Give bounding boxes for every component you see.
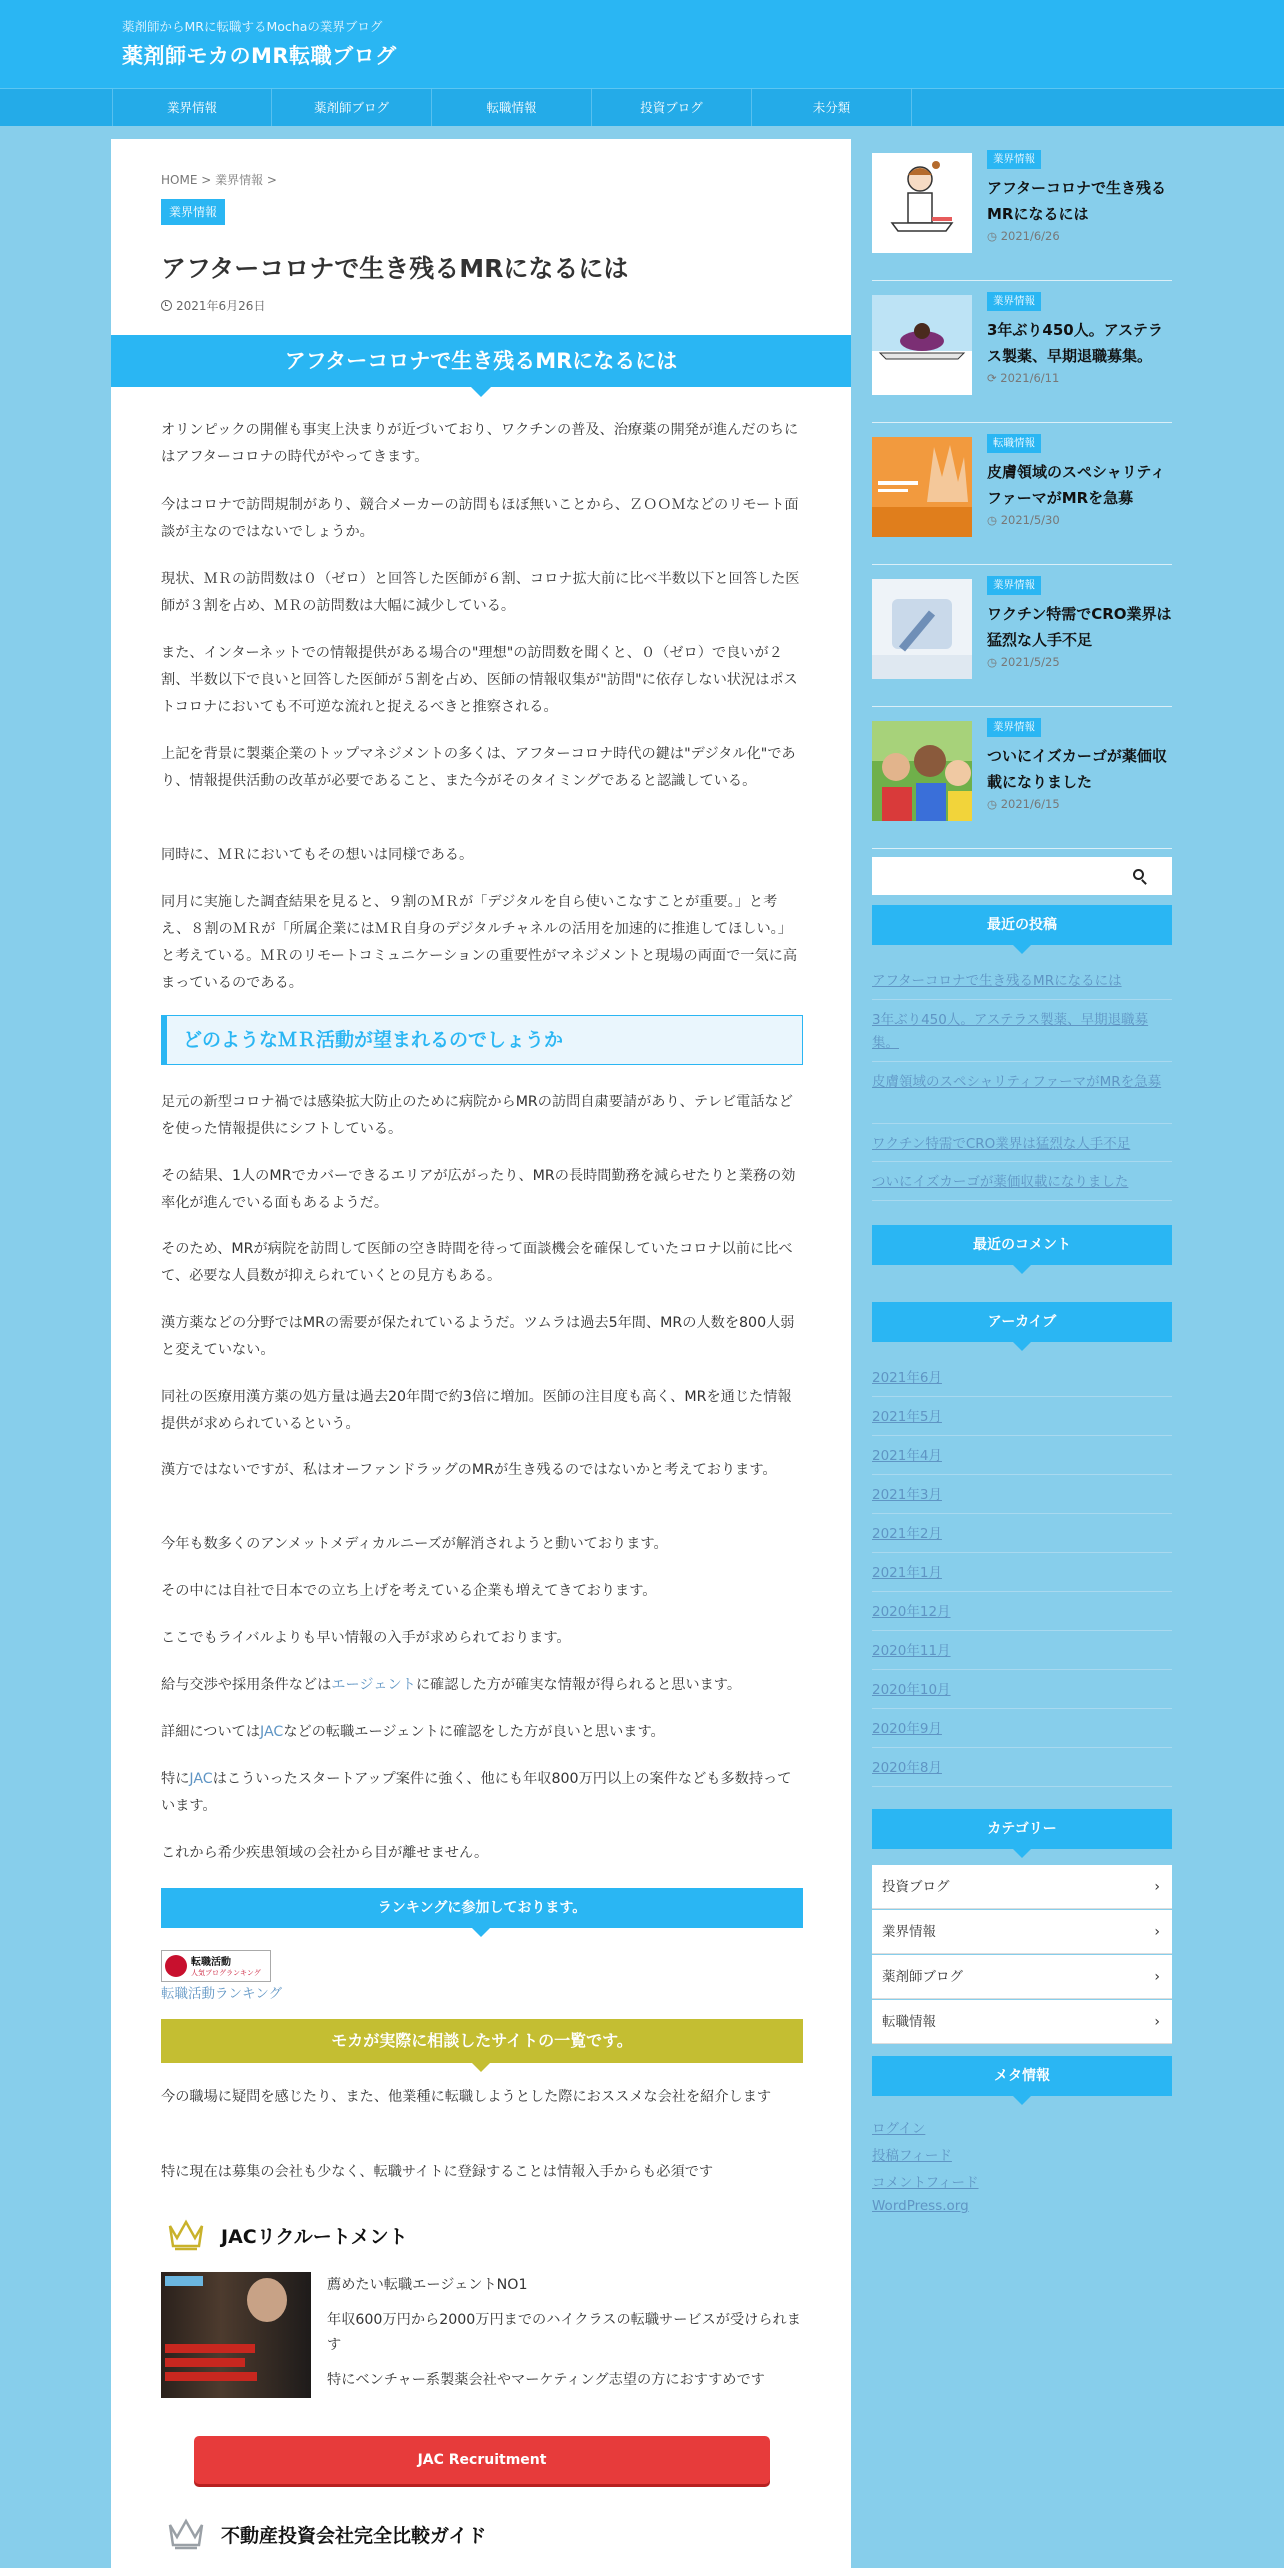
paragraph: 今の職場に疑問を感じたり、また、他業種に転職しようとした際におススメな会社を紹介します [161, 2089, 772, 2105]
category-widget-title: カテゴリー [872, 1809, 1172, 1849]
paragraph: ここでもライバルよりも早い情報の入手が求められております。 [161, 1630, 571, 1646]
divider [872, 1123, 1172, 1124]
recent-post-link[interactable]: 皮膚領域のスペシャリティファーマがMRを急募 [872, 1074, 1162, 1090]
orange-banner-image [872, 437, 972, 537]
jac-link[interactable]: JAC [260, 1724, 284, 1740]
recent-post-date: ◷ 2021/6/26 [987, 229, 1060, 243]
recent-post-title[interactable]: 3年ぶり450人。アステラス製薬、早期退職募集。 [987, 321, 1163, 365]
crown-gold-icon [167, 2218, 205, 2252]
post-thumbnail[interactable] [872, 295, 972, 395]
meta-wordpress-link[interactable]: WordPress.org [872, 2198, 969, 2214]
clock-icon: ◷ [987, 655, 1001, 669]
ranking-heading: ランキングに参加しております。 [161, 1888, 803, 1928]
nav-item-job-change[interactable]: 転職情報 [432, 89, 592, 126]
rank1-point: 年収600万円から2000万円までのハイクラスの転職サービスが受けられます [327, 2312, 801, 2353]
chevron-right-icon: › [1154, 1969, 1160, 1985]
archive-link[interactable]: 2021年4月 [872, 1448, 942, 1464]
recent-post-category[interactable]: 業界情報 [987, 292, 1041, 311]
paragraph: これから希少疾患領域の会社から目が離せません。 [161, 1845, 489, 1861]
sites-heading: モカが実際に相談したサイトの一覧です。 [161, 2019, 803, 2063]
banner-bar [165, 2344, 255, 2353]
archive-link[interactable]: 2021年2月 [872, 1526, 942, 1542]
recent-post-link[interactable]: ついにイズカーゴが薬価収載になりました [872, 1174, 1129, 1190]
paragraph: また、インターネットでの情報提供がある場合の"理想"の訪問数を聞くと、０（ゼロ）で良いが２割、半数以下で良いと回答した医師が５割を占め、医師の情報収集が"訪問"に依存しない状況はポストコロナにおいても不可逆な流れと捉えるべきと推察される。 [161, 645, 798, 715]
rank1-point: 薦めたい転職エージェントNO1 [327, 2277, 528, 2293]
archive-link[interactable]: 2020年12月 [872, 1604, 951, 1620]
paragraph: そのため、MRが病院を訪問して医師の空き時間を待って面談機会を確保していたコロナ以前に比べて、必要な人員数が抑えられていくとの見方もある。 [161, 1241, 793, 1284]
rank1-point: 特にベンチャー系製薬会社やマーケティング志望の方におすすめです [327, 2372, 765, 2388]
category-item[interactable]: 業界情報 › [872, 1910, 1172, 1954]
recent-post-category[interactable]: 業界情報 [987, 576, 1041, 595]
search-input[interactable] [872, 857, 1172, 895]
divider [872, 999, 1172, 1000]
jac-logo-icon [165, 2276, 203, 2286]
recent-posts-widget-title: 最近の投稿 [872, 905, 1172, 945]
divider [872, 1669, 1172, 1670]
recent-post-link[interactable]: 3年ぶり450人。アステラス製薬、早期退職募集。 [872, 1012, 1149, 1051]
global-nav [0, 88, 1284, 126]
category-item[interactable]: 投資ブログ › [872, 1865, 1172, 1909]
recent-post-date: ◷ 2021/6/15 [987, 797, 1060, 811]
divider [872, 1200, 1172, 1201]
site-tagline: 薬剤師からMRに転職するMochaの業界ブログ [122, 19, 383, 34]
recent-post-link[interactable]: アフターコロナで生き残るMRになるには [872, 973, 1122, 989]
divider [872, 1747, 1172, 1748]
recent-post-title[interactable]: ついにイズカーゴが薬価収載になりました [987, 747, 1167, 791]
paragraph-agent: 給与交渉や採用条件などはエージェントに確認した方が確実な情報が得られると思います。 [161, 1677, 742, 1693]
paragraph: 漢方薬などの分野ではMRの需要が保たれているようだ。ツムラは過去5年間、MRの人数を800人弱と変えていない。 [161, 1315, 795, 1358]
archive-link[interactable]: 2020年9月 [872, 1721, 942, 1737]
paragraph: 特に現在は募集の会社も少なく、転職サイトに登録することは情報入手からも必須です [161, 2164, 714, 2180]
paragraph: 今はコロナで訪問規制があり、競合メーカーの訪問もほぼ無いことから、ＺＯＯＭなどのリモート面談が主なのではないでしょうか。 [161, 497, 799, 540]
divider [872, 1513, 1172, 1514]
post-title: アフターコロナで生き残るMRになるには [161, 254, 629, 283]
divider [872, 1061, 1172, 1062]
search-icon[interactable] [1133, 869, 1144, 880]
ranking-banner-title: 転職活動 [191, 1957, 231, 1968]
post-thumbnail[interactable] [872, 721, 972, 821]
archive-link[interactable]: 2020年10月 [872, 1682, 951, 1698]
divider [872, 1552, 1172, 1553]
paragraph: 同社の医療用漢方薬の処方量は過去20年間で約3倍に増加。医師の注目度も高く、MRを通じた情報提供が求められているという。 [161, 1389, 792, 1432]
post-date [161, 297, 265, 314]
archive-link[interactable]: 2021年6月 [872, 1370, 942, 1386]
nav-item-pharmacist-blog[interactable]: 薬剤師ブログ [272, 89, 432, 126]
ranking-logo-icon [165, 1955, 187, 1977]
ranking-banner-subtitle: 人気ブログランキング [191, 1969, 261, 1977]
divider [872, 1161, 1172, 1162]
category-item[interactable]: 薬剤師ブログ › [872, 1955, 1172, 1999]
archive-link[interactable]: 2021年5月 [872, 1409, 942, 1425]
sub-heading: どのようなＭＲ活動が望まれるのでしょうか [161, 1015, 803, 1065]
rank2-title: 不動産投資会社完全比較ガイド [221, 2525, 487, 2547]
divider [872, 1630, 1172, 1631]
jac-link[interactable]: JAC [189, 1771, 213, 1787]
clock-icon: ◷ [987, 229, 1001, 243]
recent-post-link[interactable]: ワクチン特需でCRO業界は猛烈な人手不足 [872, 1136, 1131, 1152]
recent-post-category[interactable]: 転職情報 [987, 434, 1041, 453]
paragraph-startup: 特にJACはこういったスタートアップ案件に強く、他にも年収800万円以上の案件なども多数持っています。 [161, 1771, 792, 1814]
crown-silver-icon [167, 2517, 205, 2551]
chevron-right-icon: › [1154, 1879, 1160, 1895]
post-thumbnail[interactable] [872, 437, 972, 537]
paragraph: 漢方ではないですが、私はオーファンドラッグのMRが生き残るのではないかと考えております。 [161, 1462, 777, 1478]
paragraph-detail: 詳細についてはJACなどの転職エージェントに確認をした方が良いと思います。 [161, 1724, 665, 1740]
recent-post-date: ◷ 2021/5/30 [987, 513, 1060, 527]
section-heading: アフターコロナで生き残るMRになるには [111, 335, 851, 387]
meta-widget-title: メタ情報 [872, 2056, 1172, 2096]
post-date-text: 2021年6月26日 [176, 299, 266, 313]
category-item[interactable]: 転職情報 › [872, 2000, 1172, 2044]
recent-post-category[interactable]: 業界情報 [987, 150, 1041, 169]
recent-post-card[interactable] [872, 139, 1172, 281]
recent-post-title[interactable]: アフターコロナで生き残るMRになるには [987, 179, 1166, 223]
archive-link[interactable]: 2021年3月 [872, 1487, 942, 1503]
paragraph: 同時に、ＭＲにおいてもその想いは同様である。 [161, 847, 474, 863]
recent-post-date: ⟳ 2021/6/11 [987, 371, 1060, 385]
recent-post-date: ◷ 2021/5/25 [987, 655, 1060, 669]
meta-entries-feed-link[interactable]: 投稿フィード [872, 2148, 952, 2164]
site-header [0, 0, 1284, 88]
divider [872, 1396, 1172, 1397]
rank1-title: JACリクルートメント [221, 2226, 408, 2248]
clock-icon: ◷ [987, 797, 1001, 811]
archive-link[interactable]: 2020年8月 [872, 1760, 942, 1776]
paragraph: その中には自社で日本での立ち上げを考えている企業も増えてきております。 [161, 1583, 657, 1599]
archive-link[interactable]: 2021年1月 [872, 1565, 942, 1581]
site-title[interactable]: 薬剤師モカのMR転職ブログ [122, 44, 397, 68]
banner-bar [165, 2372, 257, 2381]
article-main [111, 139, 851, 2568]
refresh-icon: ⟳ [987, 371, 1001, 385]
archive-link[interactable]: 2020年11月 [872, 1643, 951, 1659]
paragraph: その結果、1人のMRでカバーできるエリアが広がったり、MRの長時間勤務を減らせたりと業務の効率化が進んでいる面もあるようだ。 [161, 1168, 796, 1211]
meta-login-link[interactable]: ログイン [872, 2121, 926, 2137]
recent-post-card[interactable] [872, 707, 1172, 849]
chevron-right-icon: › [1154, 1924, 1160, 1940]
recent-post-card[interactable] [872, 281, 1172, 423]
clock-icon [161, 300, 172, 311]
paragraph: 現状、ＭＲの訪問数は０（ゼロ）と回答した医師が６割、コロナ拡大前に比べ半数以下と回答した医師が３割を占め、ＭＲの訪問数は大幅に減少している。 [161, 571, 800, 614]
post-thumbnail[interactable] [872, 579, 972, 679]
paragraph: 上記を背景に製薬企業のトップマネジメントの多くは、アフターコロナ時代の鍵は"デジタル化"であり、情報提供活動の改革が必要であること、また今がそのタイミングであると認識している。 [161, 746, 796, 789]
divider [872, 1708, 1172, 1709]
paragraph: 今年も数多くのアンメットメディカルニーズが解消されようと動いております。 [161, 1536, 668, 1552]
recent-post-title[interactable]: 皮膚領域のスペシャリティファーマがMRを急募 [987, 463, 1166, 507]
nav-item-industry[interactable]: 業界情報 [112, 89, 272, 126]
breadcrumb[interactable]: HOME > 業界情報 > [161, 173, 277, 187]
banner-bar [165, 2358, 245, 2367]
recent-post-card[interactable] [872, 423, 1172, 565]
jac-banner-image[interactable] [161, 2272, 311, 2398]
vaccine-image [872, 579, 972, 679]
divider [872, 1591, 1172, 1592]
recent-post-category[interactable]: 業界情報 [987, 718, 1041, 737]
paragraph: 同月に実施した調査結果を見ると、９割のＭＲが「デジタルを自ら使いこなすことが重要。」と考え、８割のＭＲが「所属企業にはＭＲ自身のデジタルチャネルの活用を加速的に推進してほしい。」と考えている。ＭＲのリモートコミュニケーションの重要性がマネジメントと現場の両面で一気に高まっているのである。 [161, 894, 798, 991]
jac-recruitment-button[interactable]: JAC Recruitment [194, 2436, 770, 2484]
clock-icon: ◷ [987, 513, 1001, 527]
divider [872, 1786, 1172, 1787]
recent-post-card[interactable] [872, 565, 1172, 707]
chevron-right-icon: › [1154, 2014, 1160, 2030]
children-photo-image [872, 721, 972, 821]
ranking-banner[interactable] [161, 1950, 271, 1982]
person-image [247, 2278, 287, 2322]
archive-widget-title: アーカイブ [872, 1302, 1172, 1342]
paragraph: 足元の新型コロナ禍では感染拡大防止のために病院からMRの訪問自粛要請があり、テレビ電話などを使った情報提供にシフトしている。 [161, 1094, 793, 1137]
agent-link[interactable]: エージェント [331, 1677, 416, 1693]
paragraph: オリンピックの開催も事実上決まりが近づいており、ワクチンの普及、治療薬の開発が進んだのちにはアフターコロナの時代がやってきます。 [161, 422, 799, 465]
post-thumbnail[interactable] [872, 153, 972, 253]
nav-item-uncategorized[interactable]: 未分類 [752, 89, 912, 126]
nav-item-investment-blog[interactable]: 投資ブログ [592, 89, 752, 126]
divider [872, 1435, 1172, 1436]
ranking-link[interactable]: 転職活動ランキング [161, 1986, 283, 2002]
meta-comments-feed-link[interactable]: コメントフィード [872, 2175, 979, 2191]
bowing-person-icon [872, 295, 972, 395]
doctor-illustration-icon [872, 153, 972, 253]
category-badge[interactable]: 業界情報 [161, 199, 225, 225]
recent-post-title[interactable]: ワクチン特需でCRO業界は猛烈な人手不足 [987, 605, 1172, 649]
divider [872, 1474, 1172, 1475]
recent-comments-widget-title: 最近のコメント [872, 1225, 1172, 1265]
